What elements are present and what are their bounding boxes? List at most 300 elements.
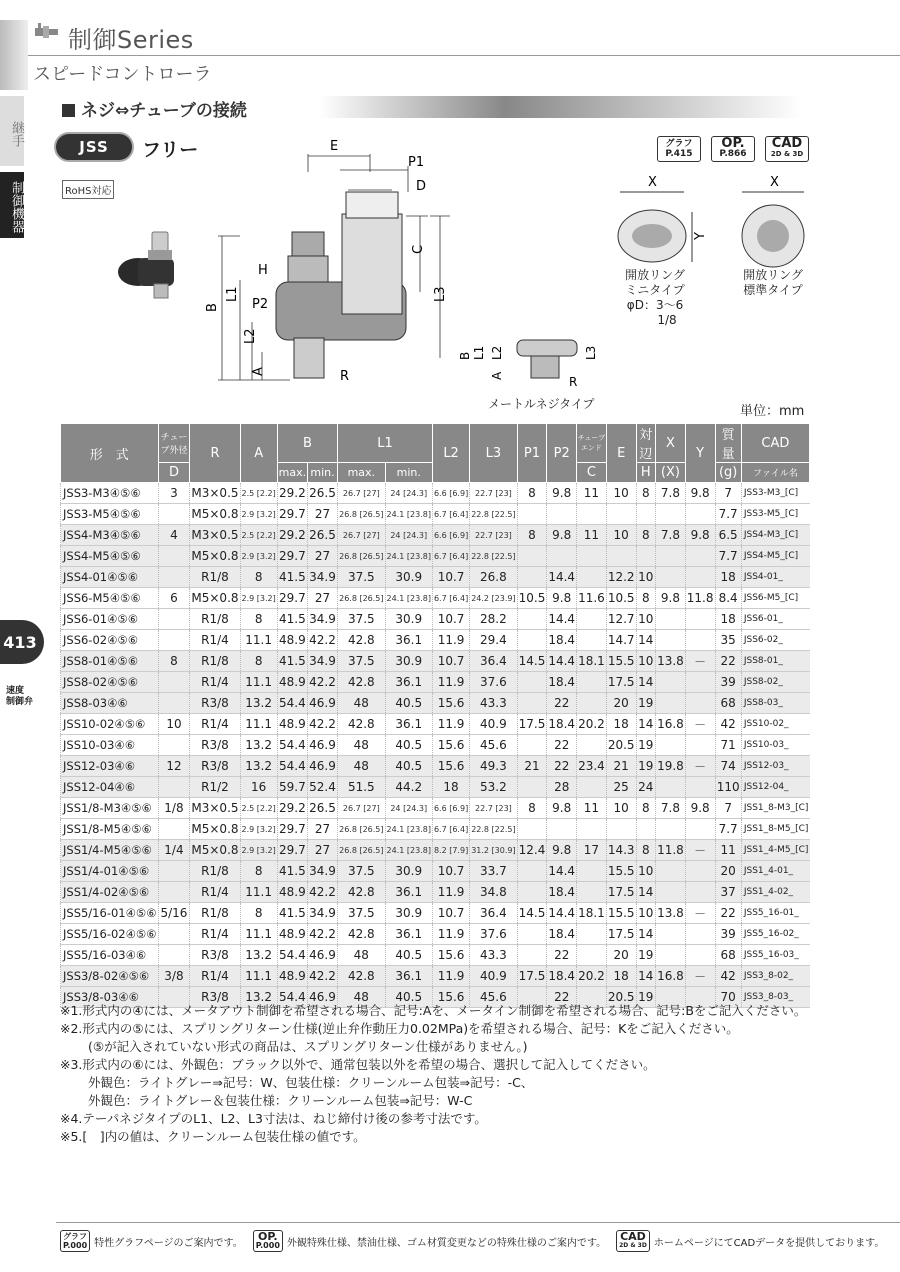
section-title-text: ネジ⇔チューブの接続	[81, 101, 247, 121]
table-cell: 40.9	[470, 714, 517, 735]
table-cell: R1/4	[190, 672, 240, 693]
footer-graph-bottom: P.000	[63, 1241, 88, 1250]
table-cell: 9.8	[547, 840, 577, 861]
th-X: X	[656, 424, 686, 463]
th-cad: CAD	[741, 424, 809, 463]
table-cell: 10.7	[432, 609, 469, 630]
cad-filename-cell[interactable]: JSS4-M3_[C]	[741, 525, 809, 546]
table-cell: 13.2	[240, 987, 277, 1008]
table-cell: 42.8	[338, 882, 385, 903]
model-cell: JSS6-02④⑤⑥	[61, 630, 159, 651]
side-tab-control[interactable]: 制御機器	[0, 172, 24, 238]
table-cell	[517, 693, 547, 714]
table-cell: 51.5	[338, 777, 385, 798]
table-cell	[517, 609, 547, 630]
table-cell	[636, 546, 656, 567]
table-cell: 22	[547, 945, 577, 966]
table-cell	[547, 546, 577, 567]
table-row	[61, 861, 810, 882]
metric-dim-A: A	[490, 371, 504, 380]
table-cell: 2.9 [3.2]	[240, 840, 277, 861]
table-cell: 6.6 [6.9]	[432, 483, 469, 504]
table-cell: 21	[517, 756, 547, 777]
table-cell: R3/8	[190, 756, 240, 777]
dim-label-H: H	[258, 263, 268, 278]
table-cell: 15.6	[432, 945, 469, 966]
footer-graph-text: 特性グラフページのご案内です。	[94, 1237, 243, 1249]
table-cell: 40.5	[385, 945, 432, 966]
model-cell: JSS1/4-01④⑤⑥	[61, 861, 159, 882]
table-row	[61, 945, 810, 966]
table-cell: 46.9	[307, 693, 337, 714]
table-cell: 48.9	[277, 630, 307, 651]
cad-filename-cell[interactable]: JSS8-01_	[741, 651, 809, 672]
cad-filename-cell[interactable]: JSS10-02_	[741, 714, 809, 735]
table-row	[61, 525, 810, 546]
note-1: ※1.形式内の④には、メータアウト制御を希望される場合、記号:Aを、メータイン制御を希望される場合、記号:Bをご記入ください。	[60, 1003, 807, 1018]
table-cell: 15.5	[606, 903, 636, 924]
table-cell: 10	[636, 651, 656, 672]
table-cell: －	[685, 840, 715, 861]
mini-ring-line3: φD：3～6	[626, 298, 684, 312]
note-2-sub: (⑤が記入されていない形式の商品は、スプリングリターン仕様がありません。)	[88, 1039, 528, 1054]
table-cell: 11.1	[240, 714, 277, 735]
metric-dim-L1: L1	[472, 345, 486, 360]
ring-dim-Y: Y	[693, 232, 708, 240]
table-cell	[547, 504, 577, 525]
table-cell: R1/4	[190, 966, 240, 987]
table-cell: 11	[715, 840, 741, 861]
metric-thread-drawing	[455, 330, 615, 392]
table-cell: 39	[715, 672, 741, 693]
table-cell: 37.5	[338, 651, 385, 672]
product-badge: JSS	[54, 132, 134, 162]
table-cell	[685, 630, 715, 651]
dim-label-D: D	[416, 179, 427, 194]
table-cell: 19	[636, 945, 656, 966]
table-cell: 54.4	[277, 693, 307, 714]
footnotes	[60, 1002, 806, 1146]
model-cell: JSS8-02④⑤⑥	[61, 672, 159, 693]
table-cell: 68	[715, 693, 741, 714]
table-cell: 16	[240, 777, 277, 798]
table-cell: 9.8	[547, 588, 577, 609]
table-cell: R1/4	[190, 714, 240, 735]
footer-cad-top: CAD	[620, 1230, 646, 1243]
model-cell: JSS5/16-01④⑤⑥	[61, 903, 159, 924]
table-cell: 2.5 [2.2]	[240, 483, 277, 504]
std-ring-line1: 開放リング	[743, 268, 803, 282]
note-5: ※5.[ ]内の値は、クリーンルーム包装仕様の値です。	[60, 1129, 366, 1144]
table-cell: 26.5	[307, 525, 337, 546]
cad-filename-cell[interactable]: JSS6-02_	[741, 630, 809, 651]
table-cell: 34.9	[307, 861, 337, 882]
table-cell: 18.4	[547, 630, 577, 651]
table-cell: 22.8 [22.5]	[470, 819, 517, 840]
table-cell: 10.7	[432, 861, 469, 882]
table-cell: 2.5 [2.2]	[240, 798, 277, 819]
table-cell: 19.8	[656, 756, 686, 777]
table-cell	[517, 945, 547, 966]
cad-filename-cell[interactable]: JSS3-M3_[C]	[741, 483, 809, 504]
table-cell: 14	[636, 672, 656, 693]
table-cell: 40.9	[470, 966, 517, 987]
graph-ref-top: グラフ	[665, 139, 693, 149]
table-cell: 48.9	[277, 714, 307, 735]
table-cell: 46.9	[307, 756, 337, 777]
table-cell: 16.8	[656, 966, 686, 987]
table-cell	[577, 546, 607, 567]
table-cell: 1/4	[158, 840, 190, 861]
table-cell: 71	[715, 735, 741, 756]
table-cell: 29.7	[277, 840, 307, 861]
table-cell: 11.9	[432, 714, 469, 735]
table-row	[61, 546, 810, 567]
table-row	[61, 504, 810, 525]
cad-filename-cell[interactable]: JSS6-M5_[C]	[741, 588, 809, 609]
table-cell: 18.4	[547, 966, 577, 987]
table-cell: 48	[338, 945, 385, 966]
th-H-bottom: H	[636, 463, 656, 483]
cad-filename-cell[interactable]: JSS5_16-02_	[741, 924, 809, 945]
table-cell: 14.7	[606, 630, 636, 651]
table-cell: 46.9	[307, 945, 337, 966]
model-cell: JSS1/8-M5④⑤⑥	[61, 819, 159, 840]
table-cell: 20.5	[606, 987, 636, 1008]
table-cell	[577, 609, 607, 630]
table-cell: 17.5	[517, 714, 547, 735]
table-cell	[577, 924, 607, 945]
table-cell: 18	[715, 567, 741, 588]
table-cell: 18.4	[547, 714, 577, 735]
table-cell	[517, 735, 547, 756]
footer-graph-top: グラフ	[63, 1232, 88, 1241]
table-cell: M3×0.5	[190, 483, 240, 504]
op-ref-icon[interactable]	[711, 136, 755, 162]
table-cell: 26.8 [26.5]	[338, 588, 385, 609]
table-cell: 14	[636, 630, 656, 651]
table-cell: 70	[715, 987, 741, 1008]
table-cell: R1/2	[190, 777, 240, 798]
table-cell: 6.7 [6.4]	[432, 588, 469, 609]
th-P1: P1	[517, 424, 547, 483]
table-cell: M5×0.8	[190, 546, 240, 567]
table-cell: 59.7	[277, 777, 307, 798]
table-cell: R1/8	[190, 567, 240, 588]
table-cell: 8.4	[715, 588, 741, 609]
cad-filename-cell[interactable]: JSS5_16-03_	[741, 945, 809, 966]
table-cell: 48.9	[277, 966, 307, 987]
th-E: E	[606, 424, 636, 483]
table-cell: 22.8 [22.5]	[470, 546, 517, 567]
table-cell	[577, 735, 607, 756]
table-cell: R3/8	[190, 693, 240, 714]
table-row	[61, 714, 810, 735]
table-cell: 24.2 [23.9]	[470, 588, 517, 609]
table-cell: 36.1	[385, 672, 432, 693]
table-cell: 37.6	[470, 672, 517, 693]
model-cell: JSS4-M3④⑤⑥	[61, 525, 159, 546]
table-cell: 17.5	[606, 924, 636, 945]
table-cell: 22	[547, 735, 577, 756]
cad-filename-cell[interactable]: JSS4-01_	[741, 567, 809, 588]
spec-table	[60, 423, 810, 1008]
table-row	[61, 840, 810, 861]
table-cell	[685, 924, 715, 945]
table-cell: M5×0.8	[190, 588, 240, 609]
table-cell: 10.7	[432, 567, 469, 588]
cad-filename-cell[interactable]: JSS5_16-01_	[741, 903, 809, 924]
metric-thread-caption: メートルネジタイプ	[488, 397, 595, 411]
table-cell	[158, 945, 190, 966]
table-cell: R1/4	[190, 630, 240, 651]
table-cell: 2.9 [3.2]	[240, 546, 277, 567]
cad-ref-top: CAD	[771, 136, 803, 151]
table-cell	[685, 546, 715, 567]
table-cell: 41.5	[277, 651, 307, 672]
release-ring-drawing	[606, 172, 816, 272]
table-cell: 27	[307, 588, 337, 609]
th-C-bottom: C	[577, 463, 607, 483]
table-cell: 36.4	[470, 651, 517, 672]
table-cell: 36.1	[385, 882, 432, 903]
table-cell: 17.5	[606, 672, 636, 693]
table-cell: 17.5	[606, 882, 636, 903]
th-P2: P2	[547, 424, 577, 483]
table-cell: －	[685, 714, 715, 735]
table-row	[61, 903, 810, 924]
table-cell: M3×0.5	[190, 798, 240, 819]
table-cell: 45.6	[470, 735, 517, 756]
table-cell: 22	[547, 756, 577, 777]
table-cell	[656, 693, 686, 714]
table-cell	[158, 546, 190, 567]
table-cell: －	[685, 651, 715, 672]
table-cell: 18.4	[547, 882, 577, 903]
cad-filename-cell[interactable]: JSS3_8-02_	[741, 966, 809, 987]
table-cell: R3/8	[190, 735, 240, 756]
table-cell: 11.1	[240, 882, 277, 903]
table-cell: 42.2	[307, 714, 337, 735]
table-cell: 8	[517, 798, 547, 819]
table-cell: 54.4	[277, 756, 307, 777]
table-cell: 24 [24.3]	[385, 525, 432, 546]
table-row	[61, 924, 810, 945]
table-cell	[577, 777, 607, 798]
dim-label-A: A	[251, 367, 266, 376]
table-cell: M5×0.8	[190, 819, 240, 840]
table-cell: 7.8	[656, 798, 686, 819]
mini-ring-line2: ミニタイプ	[625, 283, 685, 297]
table-cell: 8	[636, 798, 656, 819]
th-Y: Y	[685, 424, 715, 483]
table-cell	[158, 924, 190, 945]
model-cell: JSS12-03④⑥	[61, 756, 159, 777]
table-cell: 22.7 [23]	[470, 798, 517, 819]
cad-filename-cell[interactable]: JSS1_4-02_	[741, 882, 809, 903]
table-cell: 37.6	[470, 924, 517, 945]
cad-filename-cell[interactable]: JSS4-M5_[C]	[741, 546, 809, 567]
table-cell: 6.6 [6.9]	[432, 525, 469, 546]
footer-graph-icon	[60, 1230, 90, 1252]
dim-label-L1: L1	[225, 286, 240, 302]
table-cell: 26.8 [26.5]	[338, 546, 385, 567]
table-cell	[158, 861, 190, 882]
table-cell: 14.4	[547, 567, 577, 588]
dim-label-R: R	[340, 369, 350, 384]
table-cell: 9.8	[547, 483, 577, 504]
product-type: フリー	[142, 139, 199, 161]
dim-label-L2: L2	[243, 328, 258, 344]
th-L1: L1	[338, 424, 433, 463]
cad-filename-cell[interactable]: JSS6-01_	[741, 609, 809, 630]
table-cell: 8	[517, 525, 547, 546]
dim-label-L3: L3	[433, 286, 448, 302]
table-cell: 34.9	[307, 651, 337, 672]
table-cell: 10.7	[432, 651, 469, 672]
table-cell: 3/8	[158, 966, 190, 987]
header-subtitle: スピードコントローラ	[33, 64, 212, 85]
table-cell	[158, 735, 190, 756]
side-label-line2: 制御弁	[6, 697, 34, 707]
table-cell: 6	[158, 588, 190, 609]
table-cell: 22	[715, 903, 741, 924]
cad-filename-cell[interactable]: JSS1_8-M3_[C]	[741, 798, 809, 819]
cad-filename-cell[interactable]: JSS1_8-M5_[C]	[741, 819, 809, 840]
table-cell	[685, 945, 715, 966]
mini-ring-caption	[620, 268, 690, 328]
table-cell: 42.8	[338, 630, 385, 651]
model-cell: JSS3/8-02④⑤⑥	[61, 966, 159, 987]
table-cell: 7.7	[715, 819, 741, 840]
table-cell: 42.8	[338, 672, 385, 693]
op-ref-top: OP.	[721, 136, 745, 151]
op-ref-bottom: P.866	[719, 149, 747, 159]
cad-filename-cell[interactable]: JSS8-03_	[741, 693, 809, 714]
std-ring-line2: 標準タイプ	[743, 283, 803, 297]
table-cell: 4	[158, 525, 190, 546]
table-cell: 36.1	[385, 630, 432, 651]
dim-label-P1: P1	[408, 155, 425, 170]
table-cell: 19	[636, 987, 656, 1008]
table-cell: 14.4	[547, 861, 577, 882]
table-cell: 10	[606, 798, 636, 819]
table-cell: 39	[715, 924, 741, 945]
th-mass: 質量	[715, 424, 741, 463]
table-cell: 10	[636, 567, 656, 588]
table-cell: 30.9	[385, 567, 432, 588]
table-cell: 29.7	[277, 588, 307, 609]
th-A: A	[240, 424, 277, 483]
table-row	[61, 483, 810, 504]
table-cell: 12.4	[517, 840, 547, 861]
table-cell: 11.6	[577, 588, 607, 609]
table-cell: －	[685, 903, 715, 924]
table-cell: 10.7	[432, 903, 469, 924]
graph-ref-icon[interactable]	[657, 136, 701, 162]
table-cell: 12	[158, 756, 190, 777]
cad-filename-cell[interactable]: JSS12-04_	[741, 777, 809, 798]
th-B-min: min.	[307, 463, 337, 483]
table-cell: 7.7	[715, 504, 741, 525]
table-cell: 10	[636, 609, 656, 630]
table-cell: 6.7 [6.4]	[432, 504, 469, 525]
table-cell: 46.9	[307, 735, 337, 756]
table-cell: 40.5	[385, 693, 432, 714]
table-cell: 2.9 [3.2]	[240, 504, 277, 525]
table-cell: 12.7	[606, 609, 636, 630]
table-cell: 13.8	[656, 651, 686, 672]
table-cell	[577, 630, 607, 651]
table-cell: 8	[240, 861, 277, 882]
table-cell: 6.6 [6.9]	[432, 798, 469, 819]
table-cell: 11.9	[432, 924, 469, 945]
cad-filename-cell[interactable]: JSS3-M5_[C]	[741, 504, 809, 525]
table-cell: 30.9	[385, 903, 432, 924]
table-cell: 19	[636, 756, 656, 777]
table-cell: 9.8	[685, 525, 715, 546]
table-cell: R3/8	[190, 945, 240, 966]
table-cell: 18	[606, 966, 636, 987]
table-cell: 22.7 [23]	[470, 483, 517, 504]
footer-cad-icon	[616, 1230, 650, 1252]
table-cell	[685, 567, 715, 588]
cad-filename-cell[interactable]: JSS1_4-01_	[741, 861, 809, 882]
cad-filename-cell[interactable]: JSS12-03_	[741, 756, 809, 777]
table-cell: 26.8 [26.5]	[338, 819, 385, 840]
table-row	[61, 756, 810, 777]
table-cell: 24.1 [23.8]	[385, 840, 432, 861]
model-cell: JSS8-03④⑥	[61, 693, 159, 714]
table-cell: 8	[240, 903, 277, 924]
side-tab-fittings[interactable]: 継手	[0, 96, 24, 166]
table-cell: 22	[547, 693, 577, 714]
table-cell: 33.7	[470, 861, 517, 882]
table-cell: 1/8	[158, 798, 190, 819]
model-cell: JSS5/16-03④⑥	[61, 945, 159, 966]
cad-filename-cell[interactable]: JSS1_4-M5_[C]	[741, 840, 809, 861]
table-cell: 14	[636, 882, 656, 903]
ring-dim-X-std: X	[770, 175, 779, 190]
table-cell: 30.9	[385, 609, 432, 630]
table-cell: 22.8 [22.5]	[470, 504, 517, 525]
table-cell: 43.3	[470, 945, 517, 966]
th-L1-min: min.	[385, 463, 432, 483]
table-cell: 11.9	[432, 966, 469, 987]
table-cell: 8	[636, 525, 656, 546]
cad-ref-icon[interactable]	[765, 136, 809, 162]
table-row	[61, 882, 810, 903]
dim-label-B: B	[205, 303, 220, 312]
table-cell: 45.6	[470, 987, 517, 1008]
cad-filename-cell[interactable]: JSS10-03_	[741, 735, 809, 756]
table-cell: 10	[606, 483, 636, 504]
table-cell: 48.9	[277, 924, 307, 945]
table-cell: 11.8	[656, 840, 686, 861]
table-cell: 6.5	[715, 525, 741, 546]
cad-filename-cell[interactable]: JSS3_8-03_	[741, 987, 809, 1008]
table-cell: R1/4	[190, 924, 240, 945]
model-cell: JSS3-M5④⑤⑥	[61, 504, 159, 525]
table-cell: 27	[307, 504, 337, 525]
side-category-label	[6, 686, 33, 708]
table-cell	[656, 924, 686, 945]
mini-ring-line1: 開放リング	[625, 268, 685, 282]
table-cell: 11.1	[240, 924, 277, 945]
page-number: 413	[0, 620, 44, 664]
cad-filename-cell[interactable]: JSS8-02_	[741, 672, 809, 693]
table-cell	[636, 819, 656, 840]
